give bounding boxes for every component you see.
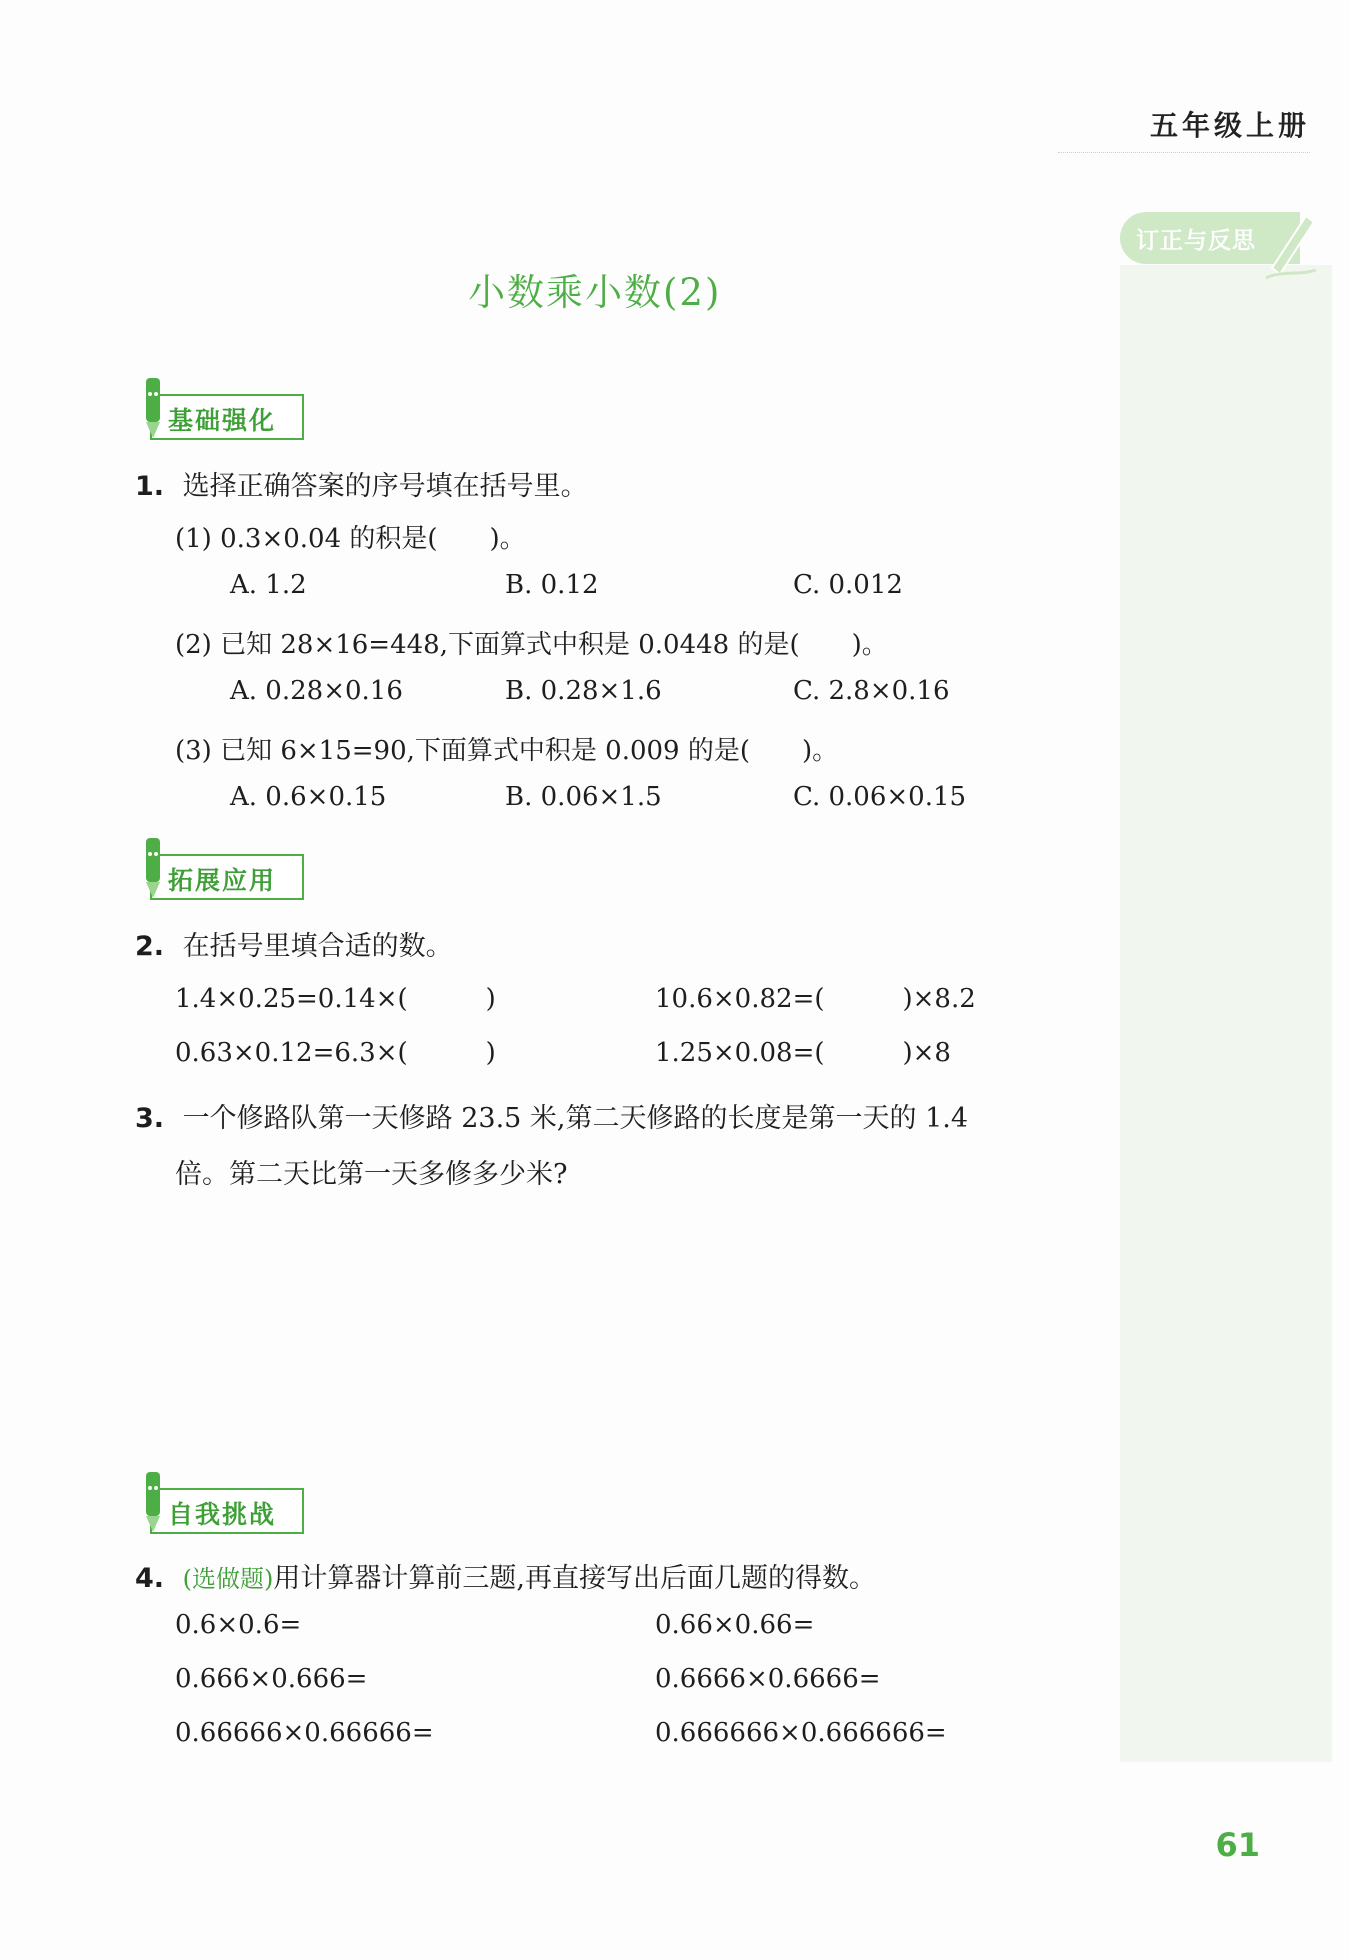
- q2-item-3: 0.63×0.12=6.3×( ): [175, 1038, 496, 1068]
- lesson-title: 小数乘小数(2): [468, 271, 722, 314]
- question-3-line-1: 一个修路队第一天修路 23.5 米,第二天修路的长度是第一天的 1.4: [182, 1103, 969, 1134]
- section-basic-badge: [150, 394, 304, 440]
- question-1-text: 选择正确答案的序号填在括号里。: [182, 471, 588, 502]
- q1-part-2-option-c: C. 2.8×0.16: [793, 676, 950, 706]
- question-4-text: 用计算器计算前三题,再直接写出后面几题的得数。: [273, 1563, 876, 1594]
- section-challenge-label: 自我挑战: [168, 1500, 277, 1529]
- q4-item-5: 0.66666×0.66666=: [175, 1718, 434, 1748]
- question-2: [135, 924, 453, 963]
- q1-part-3-option-a: A. 0.6×0.15: [230, 782, 387, 812]
- q4-item-3: 0.666×0.666=: [175, 1664, 368, 1694]
- pencil-icon: [138, 1468, 168, 1534]
- question-2-number: 2.: [135, 931, 165, 962]
- q1-part-1-option-c: C. 0.012: [793, 570, 903, 600]
- margin-tab-label: 订正与反思: [1136, 228, 1256, 254]
- q1-part-2-option-a: A. 0.28×0.16: [230, 676, 403, 706]
- pencil-icon: [1262, 208, 1320, 280]
- q1-part-1-option-a: A. 1.2: [230, 570, 307, 600]
- grade-label: 五年级上册: [1149, 109, 1310, 142]
- q1-part-3-option-b: B. 0.06×1.5: [505, 782, 662, 812]
- question-1: [135, 464, 588, 503]
- question-2-text: 在括号里填合适的数。: [182, 931, 453, 962]
- pencil-icon: [138, 834, 168, 900]
- q1-part-3-stem: (3) 已知 6×15=90,下面算式中积是 0.009 的是( )。: [175, 736, 839, 766]
- q1-part-2-stem: (2) 已知 28×16=448,下面算式中积是 0.0448 的是( )。: [175, 630, 888, 660]
- pencil-icon: [138, 374, 168, 440]
- q4-item-6: 0.666666×0.666666=: [655, 1718, 947, 1748]
- q2-item-4: 1.25×0.08=( )×8: [655, 1038, 951, 1068]
- question-4-number: 4.: [135, 1563, 165, 1594]
- header-rule: [1058, 152, 1310, 153]
- q4-item-2: 0.66×0.66=: [655, 1610, 815, 1640]
- section-challenge-badge: [150, 1488, 304, 1534]
- q2-item-2: 10.6×0.82=( )×8.2: [655, 984, 976, 1014]
- q1-part-2-option-b: B. 0.28×1.6: [505, 676, 662, 706]
- section-basic-label: 基础强化: [168, 406, 277, 435]
- q4-item-1: 0.6×0.6=: [175, 1610, 302, 1640]
- question-1-number: 1.: [135, 471, 165, 502]
- correction-margin: [1120, 265, 1332, 1762]
- question-3-line-2: 倍。第二天比第一天多修多少米?: [175, 1159, 568, 1190]
- question-4-optional-tag: (选做题): [182, 1565, 274, 1593]
- page-number: 61: [1215, 1826, 1260, 1864]
- q4-item-4: 0.6666×0.6666=: [655, 1664, 881, 1694]
- q2-item-1: 1.4×0.25=0.14×( ): [175, 984, 496, 1014]
- section-extend-label: 拓展应用: [168, 866, 277, 895]
- q1-part-3-option-c: C. 0.06×0.15: [793, 782, 967, 812]
- question-4: [135, 1556, 876, 1595]
- q1-part-1-option-b: B. 0.12: [505, 570, 599, 600]
- q1-part-1-stem: (1) 0.3×0.04 的积是( )。: [175, 524, 526, 554]
- section-extend-badge: [150, 854, 304, 900]
- question-3: [135, 1096, 968, 1135]
- question-3-number: 3.: [135, 1103, 165, 1134]
